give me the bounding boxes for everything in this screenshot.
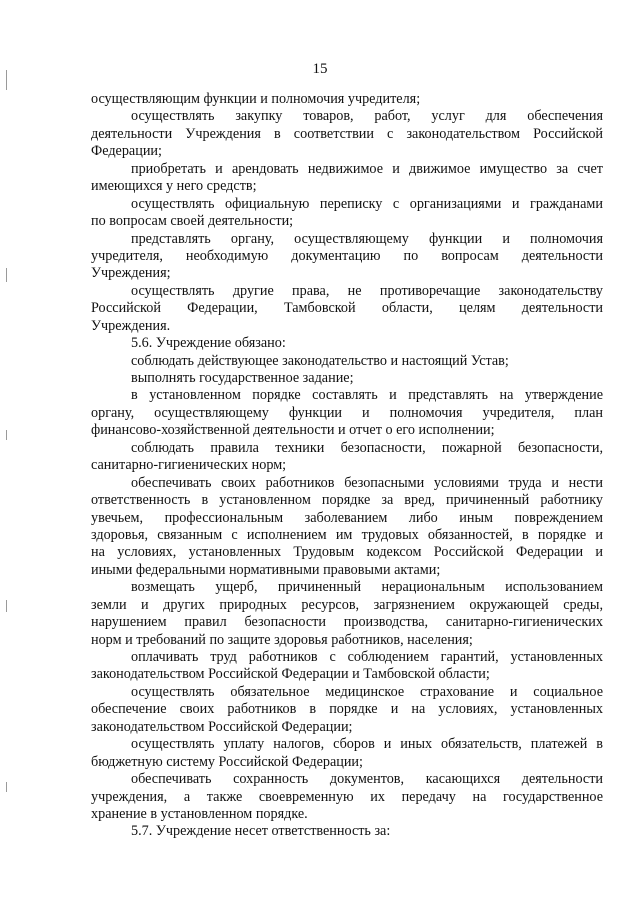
text-line: осуществлять обязательное медицинское страхование и социальное xyxy=(131,683,603,700)
text-line: деятельности Учреждения в соответствии с законодательством Российской xyxy=(91,125,603,142)
text-line: хранение в установленном порядке. xyxy=(91,805,308,822)
text-line: финансово-хозяйственной деятельности и отчет о его исполнении; xyxy=(91,422,495,439)
text-line: Российской Федерации, Тамбовской области, целям деятельности xyxy=(91,300,603,317)
text-line: иными федеральными нормативными правовыми актами; xyxy=(91,561,441,578)
text-line: возмещать ущерб, причиненный нерациональным использованием xyxy=(131,579,603,596)
text-line: в установленном порядке составлять и представлять на утверждение xyxy=(131,387,603,404)
text-line: органу, осуществляющему функции и полномочия учредителя, план xyxy=(91,404,603,421)
text-line: приобретать и арендовать недвижимое и движимое имущество за счет xyxy=(131,160,603,177)
text-line: бюджетную систему Российской Федерации; xyxy=(91,753,363,770)
text-line: 5.6. Учреждение обязано: xyxy=(131,335,286,352)
text-line: по вопросам своей деятельности; xyxy=(91,213,294,230)
text-line: выполнять государственное задание; xyxy=(131,370,354,386)
text-line: осуществлять официальную переписку с организациями и гражданами xyxy=(131,195,603,212)
text-line: здоровья, связанным с исполнением им трудовых обязанностей, в порядке и xyxy=(91,526,603,543)
text-line: имеющихся у него средств; xyxy=(91,178,257,195)
text-line: обеспечивать сохранность документов, касающихся деятельности xyxy=(131,771,603,788)
text-line: законодательством Российской Федерации и Тамбовской области; xyxy=(91,666,490,683)
text-line: учредителя, необходимую документацию по вопросам деятельности xyxy=(91,247,603,264)
text-line: осуществлять закупку товаров, работ, услуг для обеспечения xyxy=(131,108,603,125)
text-line: увечьем, профессиональным заболеванием либо иным повреждением xyxy=(91,509,603,526)
text-line: обеспечение своих работников в порядке и на условиях, установленных xyxy=(91,701,603,718)
text-line: осуществлять уплату налогов, сборов и иных обязательств, платежей в xyxy=(131,736,603,753)
page-number: 15 xyxy=(312,61,328,77)
text-line: санитарно-гигиенических норм; xyxy=(91,457,287,474)
text-line: норм и требований по защите здоровья работников, населения; xyxy=(91,631,473,648)
text-line: учреждения, а также своевременную их передачу на государственное xyxy=(91,788,603,805)
text-line: Учреждения. xyxy=(91,317,171,334)
text-line: земли и других природных ресурсов, загрязнением окружающей среды, xyxy=(91,596,603,613)
scan-margin-marks xyxy=(0,0,14,905)
text-line: Федерации; xyxy=(91,143,162,160)
text-line: осуществлять другие права, не противоречащие законодательству xyxy=(131,282,603,299)
text-line: на условиях, установленных Трудовым кодексом Российской Федерации и xyxy=(91,544,603,561)
text-line: 5.7. Учреждение несет ответственность за: xyxy=(131,823,391,840)
text-line: законодательством Российской Федерации; xyxy=(91,718,353,735)
text-line: соблюдать правила техники безопасности, пожарной безопасности, xyxy=(131,439,603,456)
text-line: Учреждения; xyxy=(91,265,171,282)
text-line: представлять органу, осуществляющему функции и полномочия xyxy=(131,230,603,247)
text-line: ответственность в установленном порядке за вред, причиненный работнику xyxy=(91,492,603,509)
text-line: оплачивать труд работников с соблюдением гарантий, установленных xyxy=(131,649,603,665)
text-line: обеспечивать своих работников безопасными условиями труда и нести xyxy=(131,474,603,491)
text-line: соблюдать действующее законодательство и настоящий Устав; xyxy=(131,352,509,369)
text-line: нарушением правил безопасности производства, санитарно-гигиенических xyxy=(91,614,603,631)
text-line: осуществляющим функции и полномочия учредителя; xyxy=(91,91,421,107)
document-body xyxy=(91,91,603,841)
